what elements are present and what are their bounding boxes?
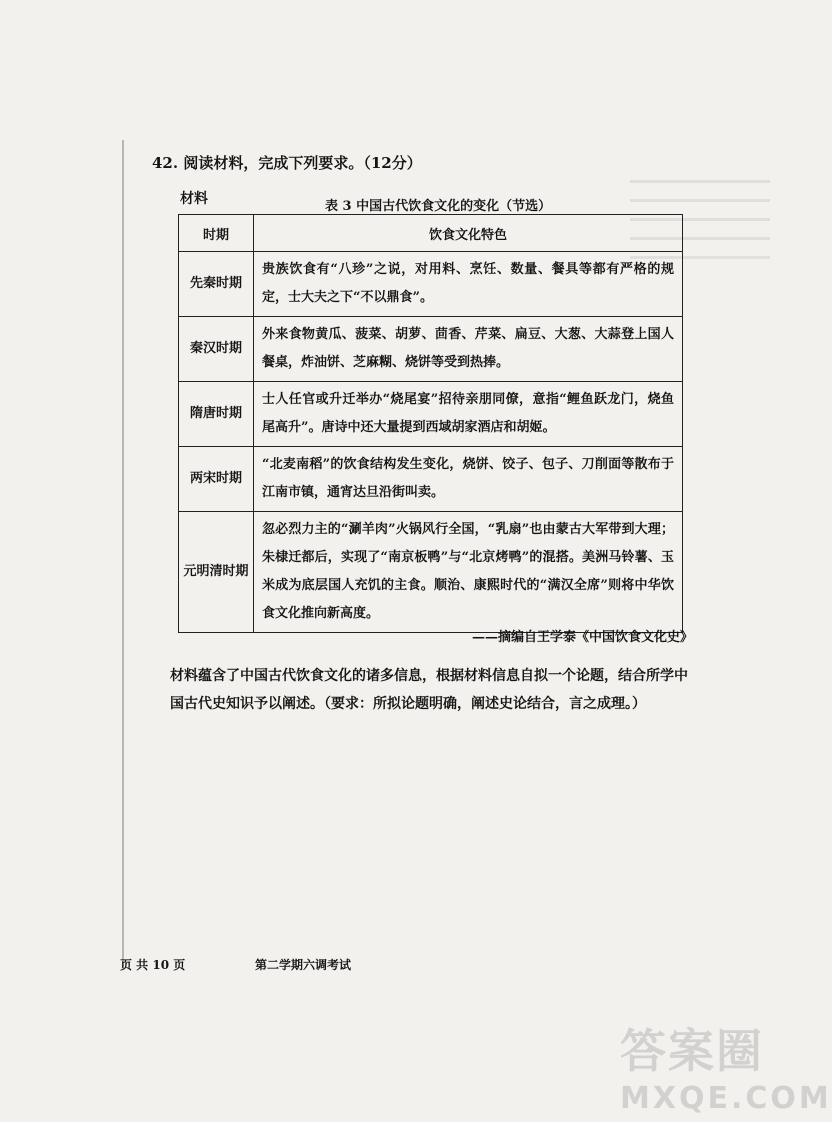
table-row <box>179 512 683 633</box>
exam-title-footer: 第二学期六调考试 <box>255 958 352 972</box>
period-cell: 元明清时期 <box>179 512 254 633</box>
header-feature: 饮食文化特色 <box>254 215 683 252</box>
period-cell: 隋唐时期 <box>179 382 254 447</box>
source-citation: ——摘编自王学泰《中国饮食文化史》 <box>472 630 694 645</box>
table-header-row <box>179 215 683 252</box>
question-prompt: 材料蕴含了中国古代饮食文化的诸多信息，根据材料信息自拟一个论题，结合所学中国古代史知识予以阐述。（要求：所拟论题明确，阐述史论结合，言之成理。） <box>170 668 688 712</box>
page-count-footer: 页 共 10 页 <box>120 958 186 972</box>
diet-culture-table <box>178 214 683 633</box>
material-label: 材料 <box>180 191 208 207</box>
question-heading: 42. 阅读材料，完成下列要求。（12分） <box>152 154 422 172</box>
watermark-logo-line2: MXQE.COM <box>620 1081 832 1116</box>
binding-line <box>122 140 124 970</box>
feature-cell: 忽必烈力主的“涮羊肉”火锅风行全国，“乳扇”也由蒙古大军带到大理；朱棣迁都后，实现了“南京板鸭”与“北京烤鸭”的混搭。美洲马铃薯、玉米成为底层国人充饥的主食。顺治、康熙时代的“满汉全席”则将中华饮食文化推向新高度。 <box>254 512 683 633</box>
table-row <box>179 447 683 512</box>
watermark-logo <box>620 1015 832 1116</box>
feature-cell: 士人任官或升迁举办“烧尾宴”招待亲朋同僚，意指“鲤鱼跃龙门，烧鱼尾高升”。唐诗中还大量提到西域胡家酒店和胡姬。 <box>254 382 683 447</box>
period-cell: 先秦时期 <box>179 252 254 317</box>
table-row <box>179 382 683 447</box>
feature-cell: 贵族饮食有“八珍”之说，对用料、烹饪、数量、餐具等都有严格的规定，士大夫之下“不以鼎食”。 <box>254 252 683 317</box>
period-cell: 两宋时期 <box>179 447 254 512</box>
period-cell: 秦汉时期 <box>179 317 254 382</box>
feature-cell: “北麦南稻”的饮食结构发生变化，烧饼、饺子、包子、刀削面等散布于江南市镇，通宵达旦沿街叫卖。 <box>254 447 683 512</box>
header-period: 时期 <box>179 215 254 252</box>
table-row <box>179 252 683 317</box>
feature-cell: 外来食物黄瓜、菠菜、胡萝、茴香、芹菜、扁豆、大葱、大蒜登上国人餐桌，炸油饼、芝麻糊、烧饼等受到热捧。 <box>254 317 683 382</box>
table-row <box>179 317 683 382</box>
watermark-logo-line1: 答案圈 <box>620 1024 764 1078</box>
table-caption: 表 3 中国古代饮食文化的变化（节选） <box>325 199 552 214</box>
